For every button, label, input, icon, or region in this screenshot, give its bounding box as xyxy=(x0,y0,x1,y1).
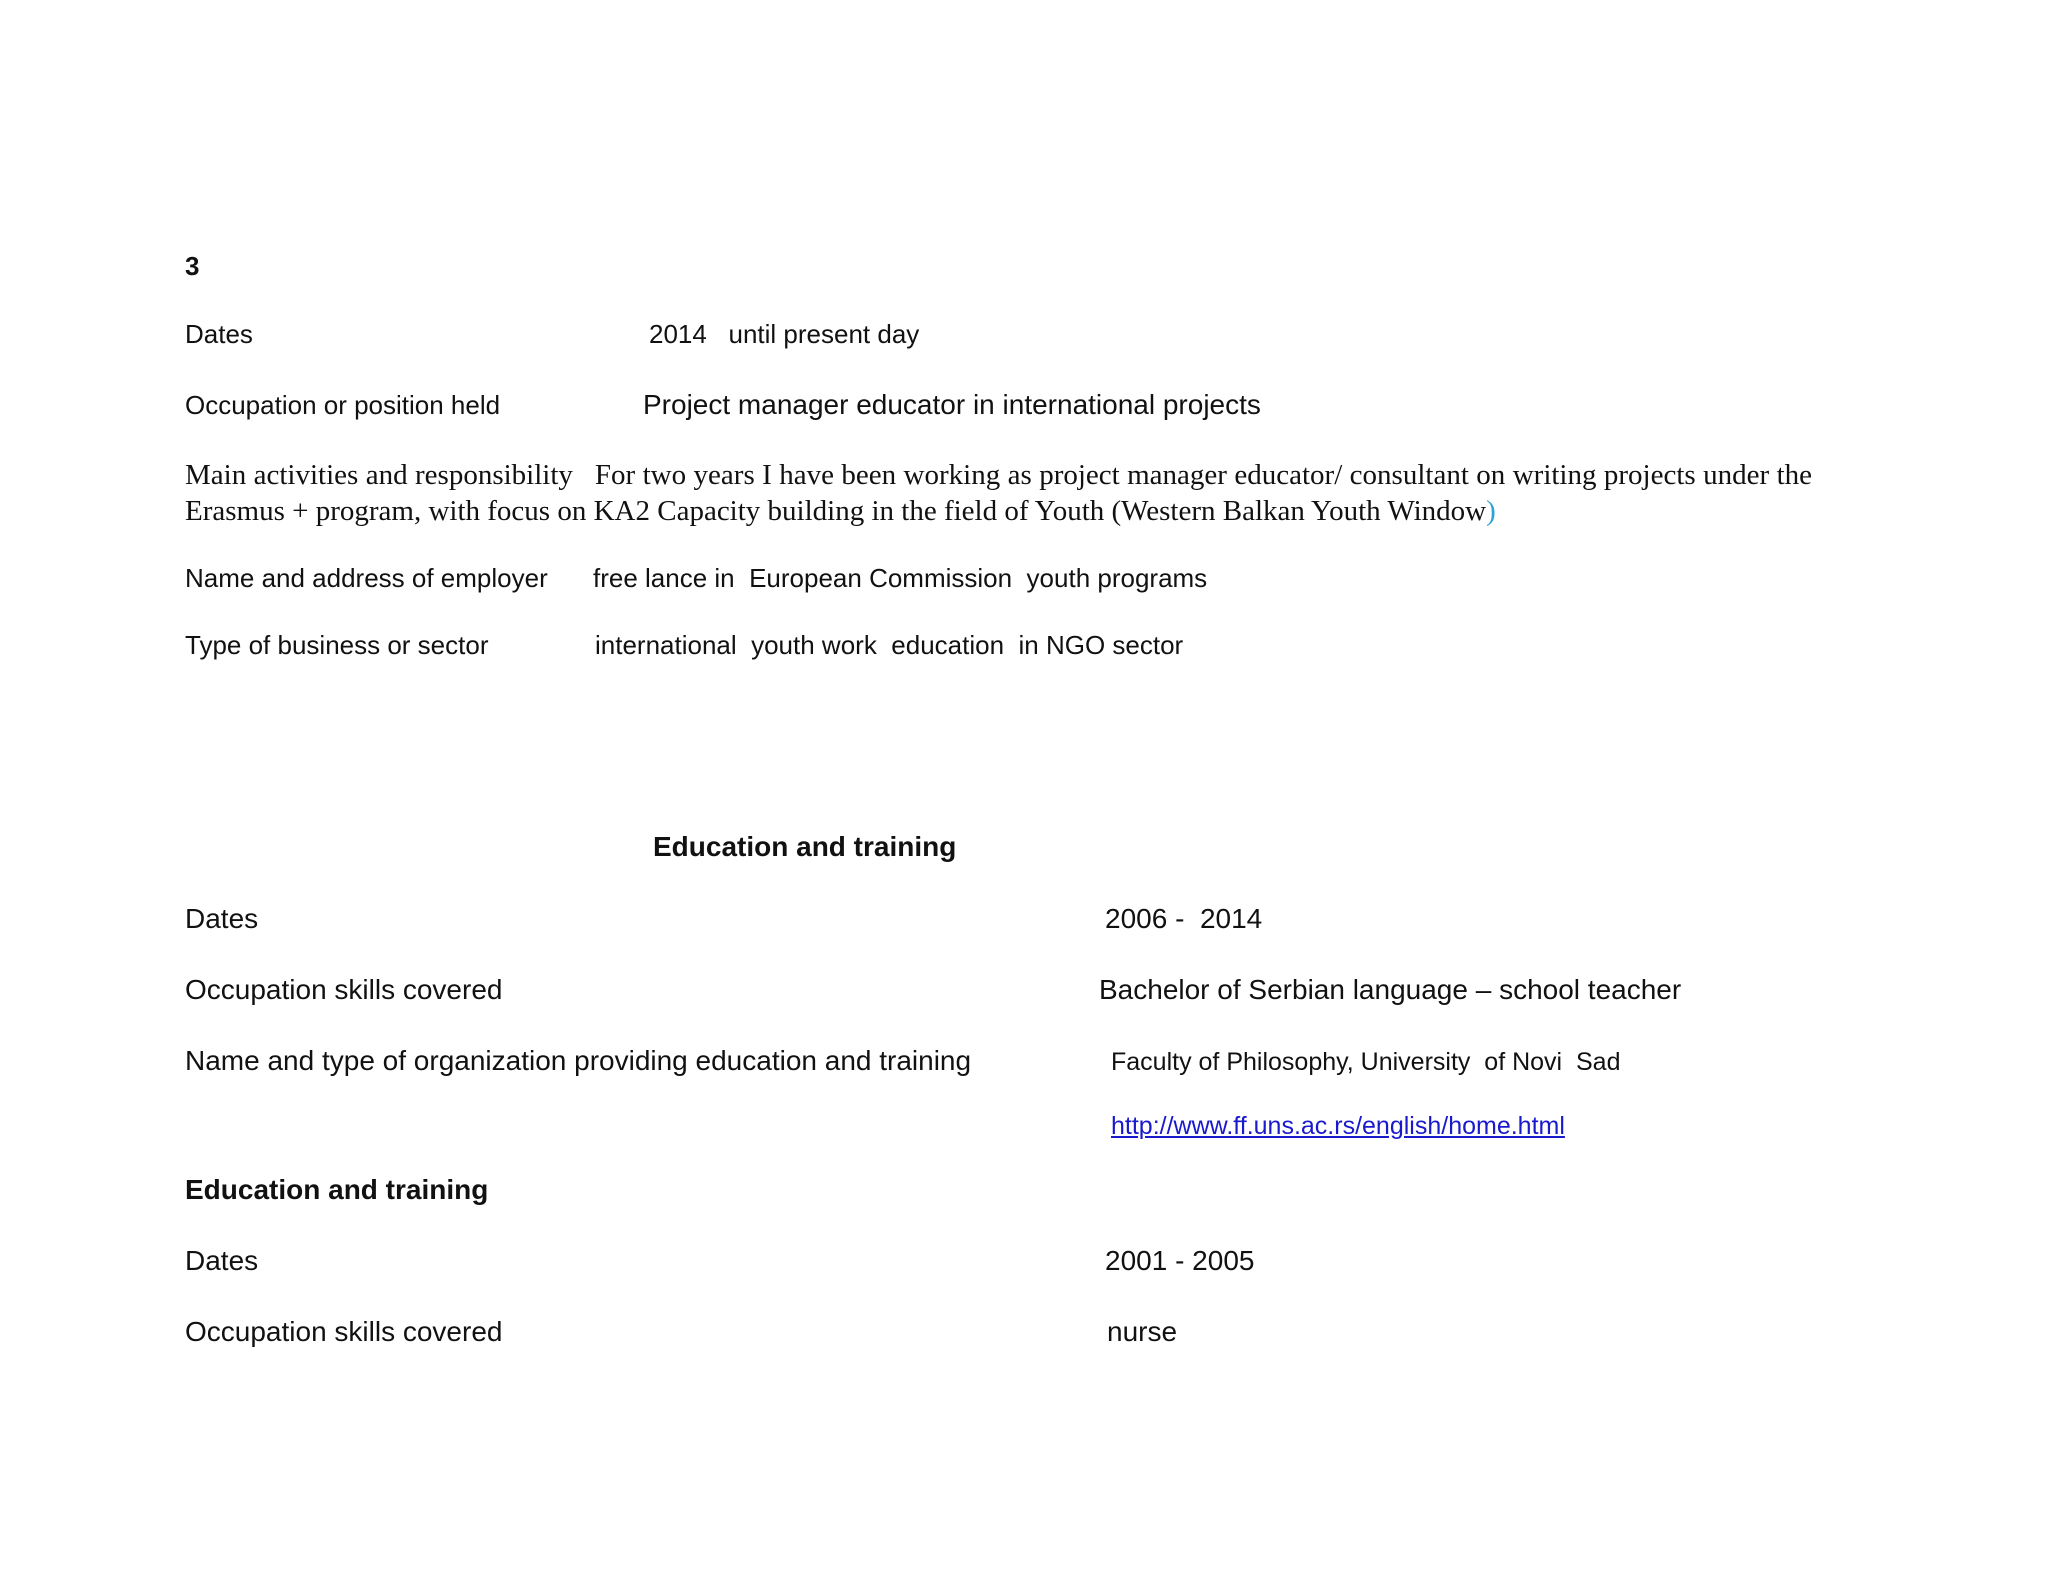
edu1-org-url-link[interactable]: http://www.ff.uns.ac.rs/english/home.html xyxy=(1111,1112,1565,1140)
education-heading-1: Education and training xyxy=(653,831,957,862)
edu1-dates-label: Dates xyxy=(185,903,259,934)
occupation-value: Project manager educator in international projects xyxy=(643,389,1261,420)
occupation-label: Occupation or position held xyxy=(185,390,501,420)
work-dates-label: Dates xyxy=(185,319,253,349)
sector-value: international youth work education in NGO sector xyxy=(595,630,1184,660)
page-number: 3 xyxy=(185,251,200,281)
employer-value: free lance in European Commission youth programs xyxy=(593,563,1208,593)
work-dates-value: 2014 until present day xyxy=(649,319,920,349)
edu1-skills-label: Occupation skills covered xyxy=(185,974,503,1005)
main-activities-paragraph xyxy=(185,457,1812,529)
edu1-org-value: Faculty of Philosophy, University of Novi Sad xyxy=(1111,1048,1621,1076)
main-activities-label: Main activities and responsibility xyxy=(185,459,573,491)
employer-label: Name and address of employer xyxy=(185,563,548,593)
edu2-dates-value: 2001 - 2005 xyxy=(1105,1245,1255,1276)
edu1-org-label: Name and type of organization providing education and training xyxy=(185,1045,972,1076)
sector-label: Type of business or sector xyxy=(185,630,489,660)
edu1-skills-value: Bachelor of Serbian language – school teacher xyxy=(1099,974,1682,1005)
edu1-dates-value: 2006 - 2014 xyxy=(1105,903,1263,934)
education-heading-2: Education and training xyxy=(185,1174,489,1205)
edu2-dates-label: Dates xyxy=(185,1245,259,1276)
edu2-skills-label: Occupation skills covered xyxy=(185,1316,503,1347)
main-activities-text: For two years I have been working as project manager educator/ consultant on writing projects under the Erasmus + program, with focus on KA2 Capacity building in the field of Youth (Western Balkan Youth Window xyxy=(185,459,1812,527)
edu2-skills-value: nurse xyxy=(1107,1316,1178,1347)
main-activities-close-paren: ) xyxy=(1486,495,1496,527)
